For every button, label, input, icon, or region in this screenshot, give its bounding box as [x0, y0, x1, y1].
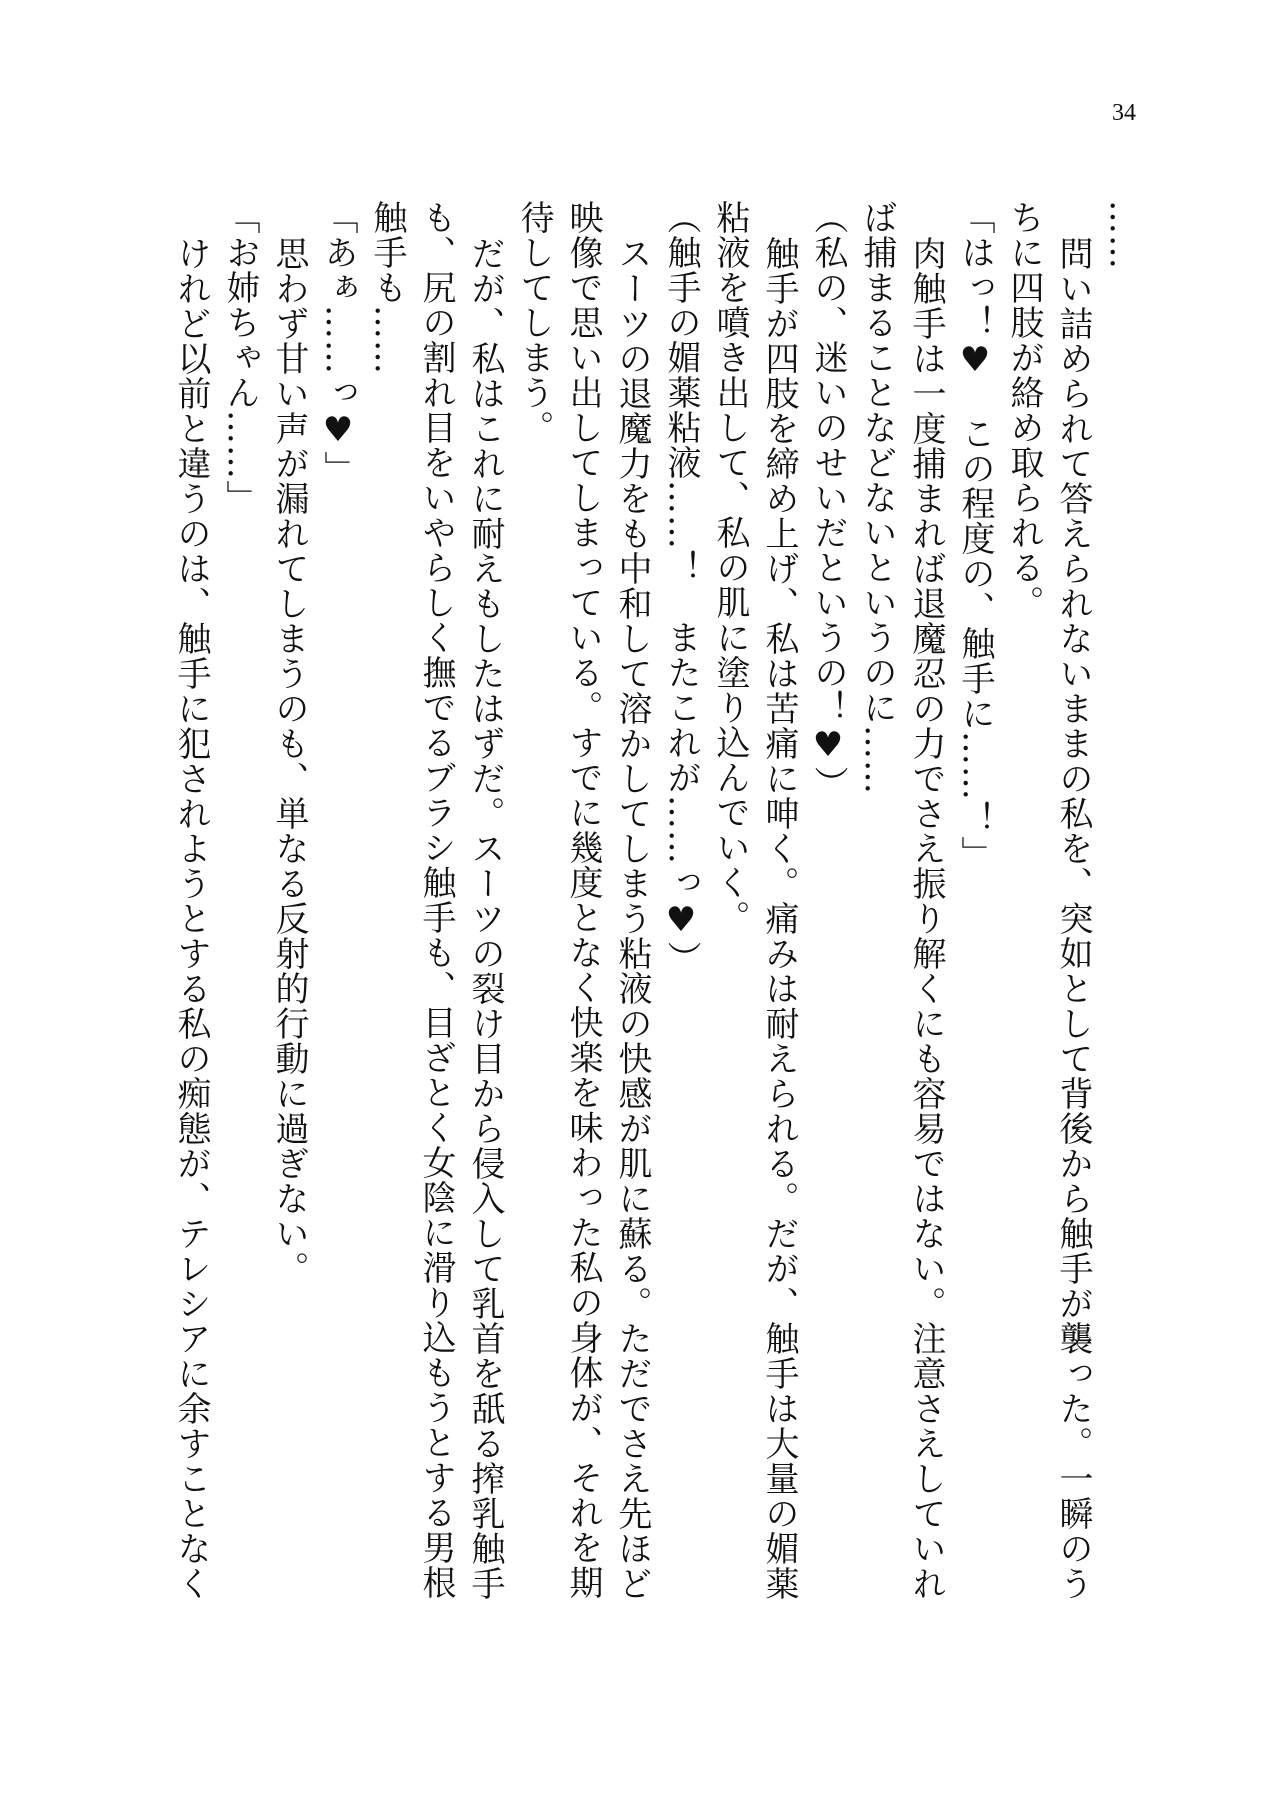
text-line: スーツの退魔力をも中和して溶かしてしまう粘液の快感が肌に蘇る。ただでさえ先ほど — [612, 236, 652, 1601]
text-line: 肉触手は一度捕まれば退魔忍の力でさえ振り解くにも容易ではない。注意さえしていれ — [906, 236, 946, 1601]
text-line: も、尻の割れ目をいやらしく撫でるブラシ触手も、目ざとく女陰に滑り込もうとする男根 — [416, 200, 456, 1600]
text-line: だが、私はこれに耐えもしたはずだ。スーツの裂け目から侵入して乳首を舐る搾乳触手 — [465, 236, 505, 1601]
text-line: けれど以前と違うのは、触手に犯されようとする私の痴態が、テレシアに余すことなく — [171, 236, 211, 1601]
body-text — [166, 200, 1146, 1620]
text-line: 触手が四肢を締め上げ、私は苦痛に呻く。痛みは耐えられる。だが、触手は大量の媚薬 — [759, 236, 799, 1601]
page-number: 34 — [1112, 100, 1136, 126]
text-line: 映像で思い出してしまっている。すでに幾度となく快楽を味わった私の身体が、それを期 — [563, 200, 603, 1600]
text-line: ば捕まることなどないというのに…… — [857, 200, 897, 795]
text-line: 粘液を噴き出して、私の肌に塗り込んでいく。 — [710, 200, 750, 935]
text-line: ちに四肢が絡め取られる。 — [1004, 200, 1044, 620]
text-line: 思わず甘い声が漏れてしまうのも、単なる反射的行動に過ぎない。 — [269, 236, 309, 1286]
text-line: 待してしまう。 — [514, 200, 554, 445]
text-line: 「はっ！♥ この程度の、触手に……！」 — [955, 200, 995, 871]
text-line: 触手も…… — [367, 200, 407, 375]
text-line: 「あぁ……っ♥」 — [318, 200, 358, 486]
text-line: …… — [1102, 200, 1142, 270]
text-line: 問い詰められて答えられないままの私を、突如として背後から触手が襲った。一瞬のう — [1053, 236, 1093, 1601]
text-line: 「お姉ちゃん……」 — [220, 200, 260, 515]
text-line: （触手の媚薬粘液……！ またこれが……っ♥） — [661, 200, 701, 976]
text-line: （私の、迷いのせいだというの！♥） — [808, 200, 848, 801]
